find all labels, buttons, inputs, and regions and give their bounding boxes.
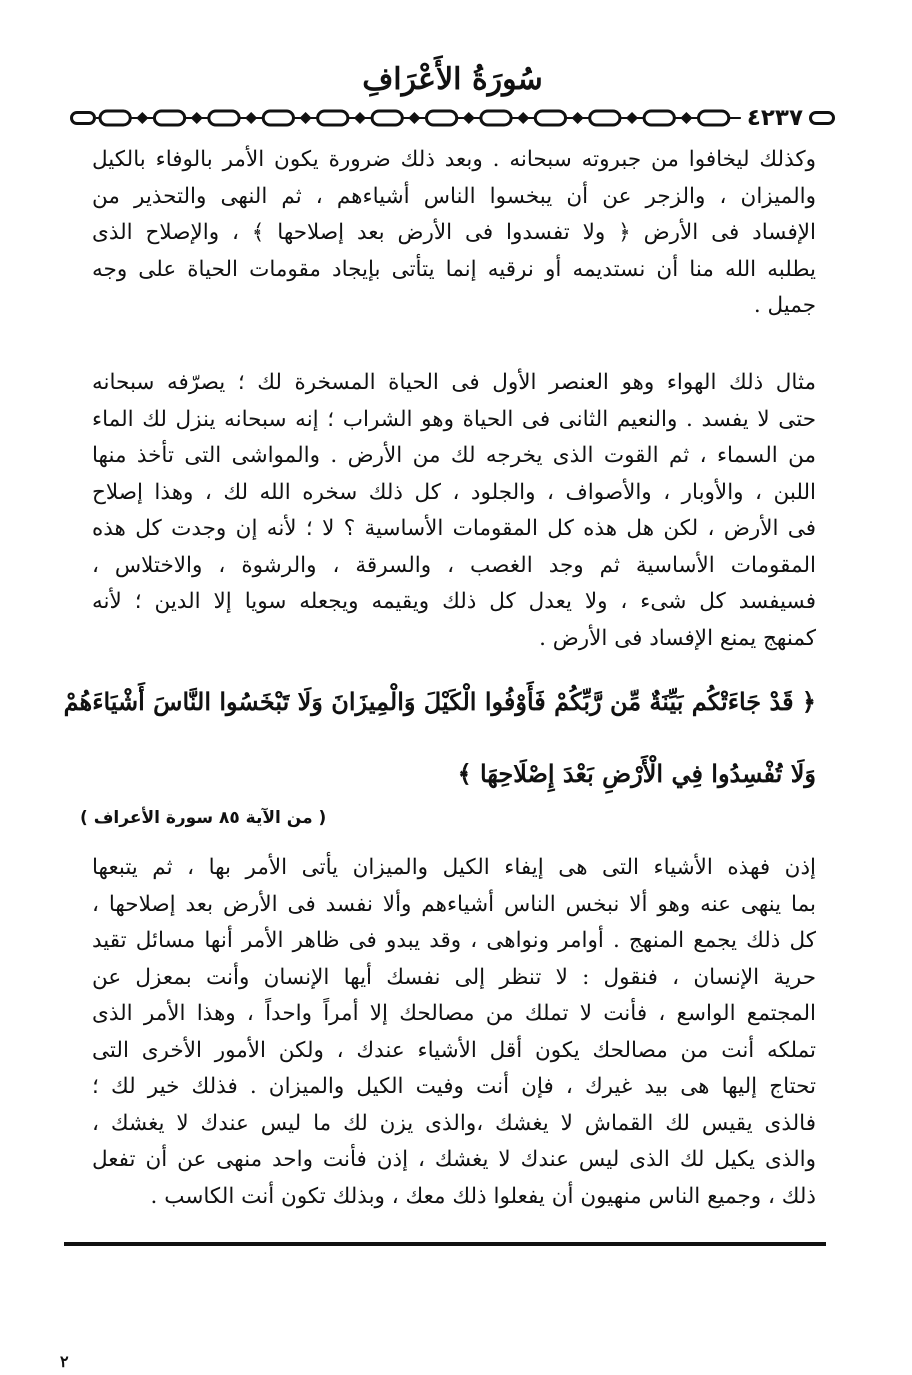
paragraph-line: يطلبه الله منا أن نستديمه أو نرقيه إنما يتأتى بإيجاد مقومات الحياة على وجه xyxy=(92,256,816,282)
paragraph-line: فسيفسد كل شىء ، ولا يعدل كل ذلك ويقيمه ويجعله سويا إلا الدين ؛ لأنه xyxy=(92,589,816,614)
paragraph-2 xyxy=(92,365,816,657)
paragraph-line: والميزان ، والزجر عن أن يبخسوا الناس أشياءهم ، ثم النهى والتحذير من xyxy=(92,183,816,209)
ornament-cap-right xyxy=(809,111,835,125)
paragraph-line: حتى لا يفسد . والنعيم الثانى فى الحياة وهو الشراب ؛ إنه سبحانه ينزل لك الماء xyxy=(92,406,816,432)
chain-ornament-icon xyxy=(96,106,741,130)
paragraph-3 xyxy=(92,850,816,1215)
quran-verse-line-1 xyxy=(63,684,816,720)
paragraph-line: جميل . xyxy=(753,293,816,318)
paragraph-line: تحتاج إليها هى بيد غيرك ، فإن أنت وفيت الكيل والميزان . فذلك خير لك ؛ xyxy=(92,1074,816,1099)
paragraph-line: إذن فهذه الأشياء التى هى إيفاء الكيل والميزان يأتى الأمر بها ، ثم يتبعها xyxy=(92,855,816,880)
paragraph-line: ذلك ، وجميع الناس منهيون أن يفعلوا ذلك معك ، وبذلك تكون أنت الكاسب . xyxy=(150,1183,816,1209)
paragraph-line: مثال ذلك الهواء وهو العنصر الأول فى الحياة المسخرة لك ؛ يصرّفه سبحانه xyxy=(92,370,816,395)
paragraph-line: المجتمع الواسع ، فأنت لا تملك من مصالحك إلا أمراً واحداً ، وهذا الأمر الذى xyxy=(92,1001,816,1026)
paragraph-line: من السماء ، ثم القوت الذى يخرجه لك من الأرض . والمواشى التى تأخذ منها xyxy=(92,443,816,468)
paragraph-line: فى الأرض ، لكن هل هذه كل المقومات الأساسية ؟ لا ؛ لأنه إن وجدت كل هذه xyxy=(92,516,816,541)
bottom-divider xyxy=(64,1242,826,1246)
ornament-cap-left xyxy=(70,111,96,125)
paragraph-line: تملكه أنت من مصالحك يكون أقل الأشياء عندك ، ولكن الأمور الأخرى التى xyxy=(92,1037,816,1063)
signature-mark: ٢ xyxy=(60,1352,69,1371)
paragraph-line: وكذلك ليخافوا من جبروته سبحانه . وبعد ذلك ضرورة يكون الأمر بالوفاء بالكيل xyxy=(92,147,816,172)
verse-reference: ( من الآية ٨٥ سورة الأعراف ) xyxy=(80,808,327,828)
page-number: ٤٢٣٧ xyxy=(746,105,803,131)
quran-verse-line-2 xyxy=(92,756,816,792)
paragraph-line: كمنهج يمنع الإفساد فى الأرض . xyxy=(539,625,816,651)
verse-text: وَلَا تُفْسِدُوا فِي الْأَرْضِ بَعْدَ إِصْلَاحِهَا ﴾ xyxy=(457,759,816,788)
header-ornament xyxy=(70,106,835,130)
paragraph-1 xyxy=(92,142,816,325)
surah-title: سُورَةُ الأَعْرَافِ xyxy=(362,62,543,97)
paragraph-line: حرية الإنسان ، فنقول : لا تنظر إلى نفسك أيها الإنسان وأنت بمعزل عن xyxy=(92,964,816,990)
paragraph-line: بما ينهى عنه وهو ألا نبخس الناس أشياءهم وألا نفسد فى الأرض بعد إصلاحها ، xyxy=(92,891,816,917)
paragraph-line: الإفساد فى الأرض ﴿ ولا تفسدوا فى الأرض بعد إصلاحها ﴾ ، والإصلاح الذى xyxy=(92,220,816,245)
paragraph-line: والذى يكيل لك الذى ليس عندك لا يغشك ، إذن فأنت واحد منهى عن أن تفعل xyxy=(92,1147,816,1172)
paragraph-line: اللبن ، والأوبار ، والأصواف ، والجلود ، كل ذلك سخره الله لك ، وهذا إصلاح xyxy=(92,479,816,505)
verse-text: ﴿ قَدْ جَاءَتْكُم بَيِّنَةٌ مِّن رَّبِّكُمْ فَأَوْفُوا الْكَيْلَ وَالْمِيزَانَ وَلَا تَبْخَسُوا النَّاسَ أَشْيَاءَهُمْ xyxy=(63,687,816,716)
page-header xyxy=(70,62,835,132)
paragraph-line: كل ذلك يجمع المنهج . أوامر ونواهى ، وقد يبدو فى ظاهر الأمر أنها مسائل تقيد xyxy=(92,928,816,953)
paragraph-line: فالذى يقيس لك القماش لا يغشك ،والذى يزن لك ما ليس عندك لا يغشك ، xyxy=(92,1110,816,1136)
paragraph-line: المقومات الأساسية ثم وجد الغصب ، والسرقة ، والرشوة ، والاختلاس ، xyxy=(92,552,816,578)
